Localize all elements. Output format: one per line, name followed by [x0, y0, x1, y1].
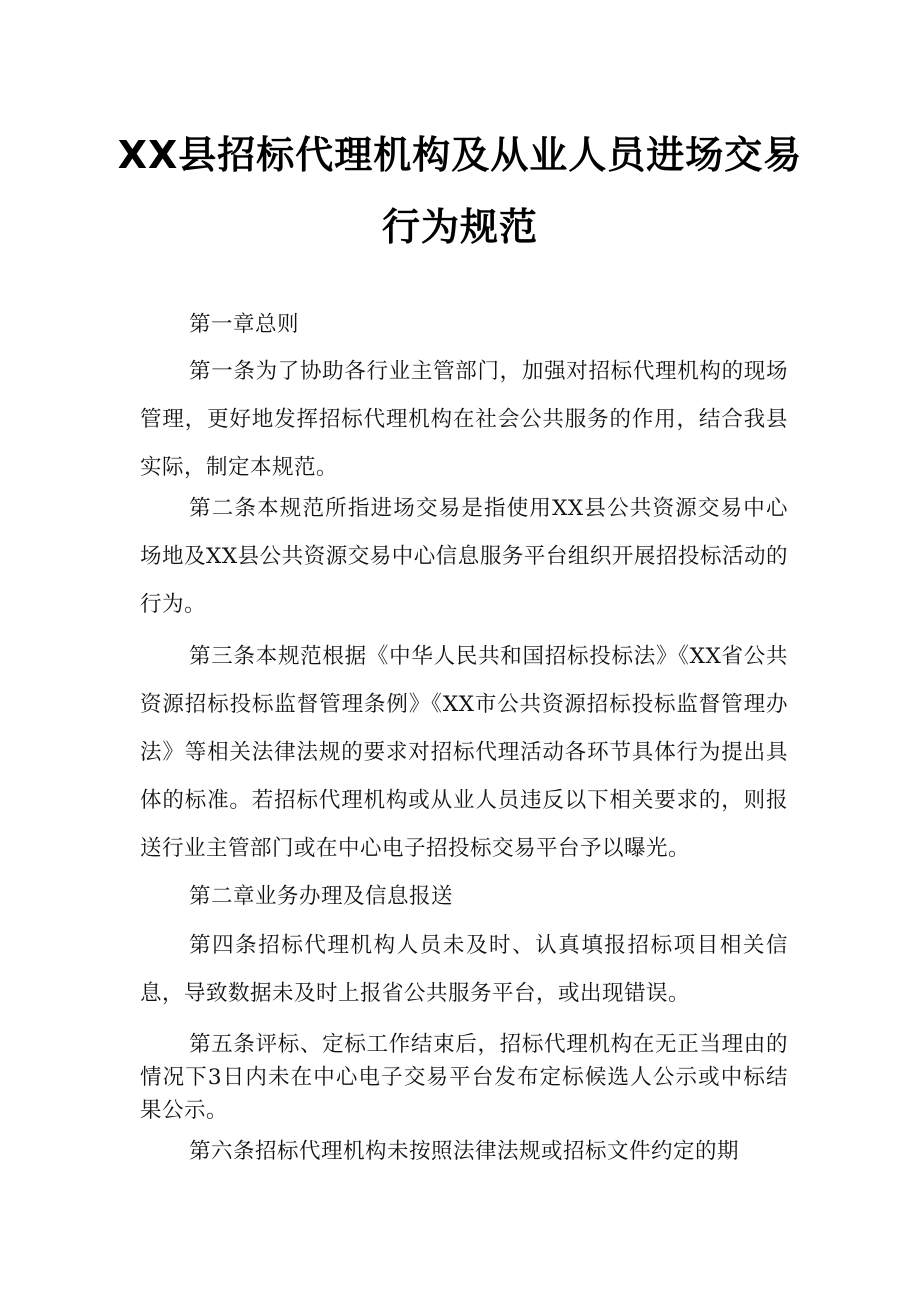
article-1-paragraph: 第一条为了协助各行业主管部门，加强对招标代理机构的现场管理，更好地发挥招标代理机构在社会公共服务的作用，结合我县实际，制定本规范。	[140, 359, 788, 480]
chapter-1-heading: 第一章总则	[189, 312, 300, 337]
article-3-paragraph: 第三条本规范根据《中华人民共和国招标投标法》《XX省公共资源招标投标监督管理条例》《XX市公共资源招标投标监督管理办法》等相关法律法规的要求对招标代理活动各环节具体行为提出具体的标准。若招标代理机构或从业人员违反以下相关要求的，则报送行业主管部门或在中心电子招投标交易平台予以曝光。	[140, 644, 788, 861]
document-title-line-1: XX县招标代理机构及从业人员进场交易	[117, 133, 803, 177]
article-2-paragraph: 第二条本规范所指进场交易是指使用XX县公共资源交易中心场地及XX县公共资源交易中心信息服务平台组织开展招投标活动的行为。	[140, 496, 788, 617]
chapter-2-heading: 第二章业务办理及信息报送	[189, 884, 454, 909]
article-4-paragraph: 第四条招标代理机构人员未及时、认真填报招标项目相关信息，导致数据未及时上报省公共服务平台，或出现错误。	[140, 933, 788, 1006]
document-title-line-2: 行为规范	[381, 205, 538, 249]
article-6-paragraph: 第六条招标代理机构未按照法律法规或招标文件约定的期	[189, 1139, 740, 1164]
article-5-paragraph: 第五条评标、定标工作结束后，招标代理机构在无正当理由的情况下3日内未在中心电子交易平台发布定标候选人公示或中标结果公示。	[140, 1032, 788, 1123]
